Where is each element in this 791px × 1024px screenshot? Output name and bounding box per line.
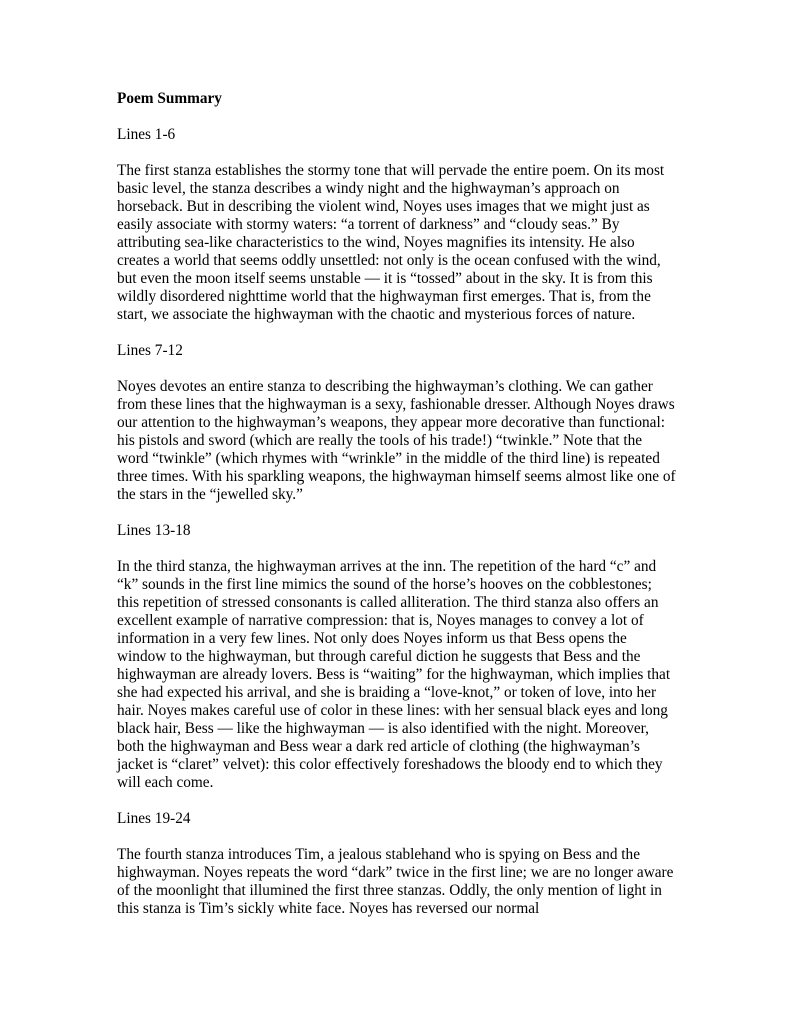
- section-heading: Lines 1-6: [117, 126, 176, 143]
- section-paragraph: The fourth stanza introduces Tim, a jealous stablehand who is spying on Bess and the highwayman. Noyes repeats the word “dark” twice in the first line; we are no longer aware of the moonlight that illumined the first three stanzas. Oddly, the only mention of light in this stanza is Tim’s sickly white face. Noyes has reversed our normal: [117, 846, 674, 917]
- section-heading: Lines 7-12: [117, 342, 183, 359]
- section-heading: Lines 19-24: [117, 810, 191, 827]
- section-paragraph: Noyes devotes an entire stanza to describing the highwayman’s clothing. We can gather from these lines that the highwayman is a sexy, fashionable dresser. Although Noyes draws our attention to the highwayman’s weapons, they appear more decorative than functional: his pistols and sword (which are really the tools of his trade!) “twinkle.” Note that the word “twinkle” (which rhymes with “wrinkle” in the middle of the third line) is repeated three times. With his sparkling weapons, the highwayman himself seems almost like one of the stars in the “jewelled sky.”: [117, 378, 676, 503]
- section-paragraph: The first stanza establishes the stormy tone that will pervade the entire poem. On its most basic level, the stanza describes a windy night and the highwayman’s approach on horseback. But in describing the violent wind, Noyes uses images that we might just as easily associate with stormy waters: “a torrent of darkness” and “cloudy seas.” By attributing sea-like characteristics to the wind, Noyes magnifies its intensity. He also creates a world that seems oddly unsettled: not only is the ocean confused with the wind, but even the moon itself seems unstable — it is “tossed” about in the sky. It is from this wildly disordered nighttime world that the highwayman first emerges. That is, from the start, we associate the highwayman with the chaotic and mysterious forces of nature.: [117, 162, 665, 323]
- document-title: Poem Summary: [117, 90, 222, 107]
- section-heading: Lines 13-18: [117, 522, 191, 539]
- section-paragraph: In the third stanza, the highwayman arrives at the inn. The repetition of the hard “c” and “k” sounds in the first line mimics the sound of the horse’s hooves on the cobblestones; this repetition of stressed consonants is called alliteration. The third stanza also offers an excellent example of narrative compression: that is, Noyes manages to convey a lot of information in a very few lines. Not only does Noyes inform us that Bess opens the window to the highwayman, but through careful diction he suggests that Bess and the highwayman are already lovers. Bess is “waiting” for the highwayman, which implies that she had expected his arrival, and she is braiding a “love-knot,” or token of love, into her hair. Noyes makes careful use of color in these lines: with her sensual black eyes and long black hair, Bess — like the highwayman — is also identified with the night. Moreover, both the highwayman and Bess wear a dark red article of clothing (the highwayman’s jacket is “claret” velvet): this color effectively foreshadows the bloody end to which they will each come.: [117, 558, 671, 791]
- document-page: [117, 90, 677, 936]
